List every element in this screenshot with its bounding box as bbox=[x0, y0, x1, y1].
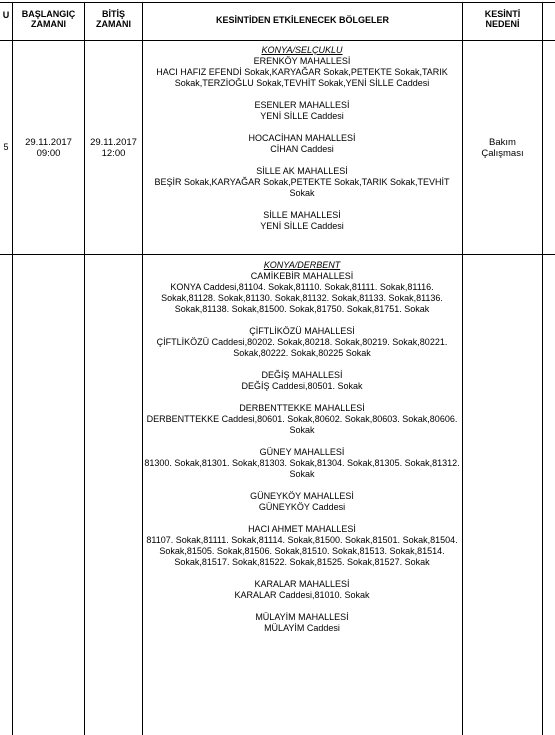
neighborhood-name: GÜNEYKÖY MAHALLESİ bbox=[250, 491, 354, 501]
street-list: KARALAR Caddesi,81010. Sokak bbox=[234, 590, 370, 600]
row1-regions bbox=[142, 45, 462, 232]
header-end-time: BİTİŞ ZAMANI bbox=[96, 9, 131, 29]
region-group bbox=[142, 403, 462, 436]
region-group bbox=[142, 210, 462, 232]
street-list: GÜNEYKÖY Caddesi bbox=[258, 502, 346, 512]
neighborhood-name: CAMİKEBİR MAHALLESİ bbox=[250, 271, 354, 281]
street-list: 81107. Sokak,81111. Sokak,81114. Sokak,81500. Sokak,81501. Sokak,81504. Sokak,81505. Sokak,81506. Sokak,81510. Sokak,81513. Sokak,81514. Sokak,81517. Sokak,81522. Sokak,81525. Sokak,81527. Sokak bbox=[146, 535, 458, 567]
city-district: KONYA/DERBENT bbox=[263, 260, 341, 270]
region-group bbox=[142, 524, 462, 568]
street-list: BEŞİR Sokak,KARYAĞAR Sokak,PETEKTE Sokak,TARIK Sokak,TEVHİT Sokak bbox=[154, 177, 450, 198]
col-border-1 bbox=[12, 2, 13, 735]
col-border-4 bbox=[462, 2, 463, 735]
neighborhood-name: DERBENTTEKKE MAHALLESİ bbox=[239, 403, 365, 413]
region-group bbox=[142, 579, 462, 601]
row1-reason: Bakım Çalışması bbox=[481, 137, 524, 159]
region-group bbox=[142, 45, 462, 89]
region-group bbox=[142, 260, 462, 315]
region-group bbox=[142, 447, 462, 480]
row1-start-time: 29.11.2017 09:00 bbox=[25, 137, 72, 159]
region-group bbox=[142, 133, 462, 155]
neighborhood-name: MÜLAYİM MAHALLESİ bbox=[255, 612, 349, 622]
neighborhood-name: DEĞİŞ MAHALLESİ bbox=[261, 370, 343, 380]
neighborhood-name: HACI AHMET MAHALLESİ bbox=[248, 524, 356, 534]
street-list: HACI HAFIZ EFENDİ Sokak,KARYAĞAR Sokak,PETEKTE Sokak,TARIK Sokak,TERZİOĞLU Sokak,TEVHİT Sokak,YENİ SİLLE Caddesi bbox=[156, 67, 448, 88]
neighborhood-name: ÇİFTLİKÖZÜ MAHALLESİ bbox=[249, 326, 355, 336]
street-list: KONYA Caddesi,81104. Sokak,81110. Sokak,81111. Sokak,81116. Sokak,81128. Sokak,81130. Sokak,81132. Sokak,81133. Sokak,81136. Sokak,81138. Sokak,81500. Sokak,81750. Sokak,81751. Sokak bbox=[161, 282, 443, 314]
street-list: 81300. Sokak,81301. Sokak,81303. Sokak,81304. Sokak,81305. Sokak,81312. Sokak bbox=[144, 458, 460, 479]
region-group bbox=[142, 166, 462, 199]
header-col0: U bbox=[2, 10, 10, 20]
col-border-5 bbox=[542, 2, 543, 735]
row2-regions bbox=[142, 260, 462, 634]
street-list: MÜLAYİM Caddesi bbox=[264, 623, 340, 633]
street-list: DERBENTTEKKE Caddesi,80601. Sokak,80602. Sokak,80603. Sokak,80606. Sokak bbox=[146, 414, 458, 435]
neighborhood-name: ESENLER MAHALLESİ bbox=[254, 100, 350, 110]
header-reason: KESİNTİ NEDENİ bbox=[484, 9, 521, 29]
neighborhood-name: SİLLE MAHALLESİ bbox=[263, 210, 341, 220]
neighborhood-name: GÜNEY MAHALLESİ bbox=[259, 447, 345, 457]
header-regions: KESİNTİDEN ETKİLENECEK BÖLGELER bbox=[215, 15, 389, 25]
row1-end-time: 29.11.2017 12:00 bbox=[90, 137, 137, 159]
region-group bbox=[142, 326, 462, 359]
header-start-time: BAŞLANGIÇ ZAMANI bbox=[21, 9, 76, 29]
neighborhood-name: ERENKÖY MAHALLESİ bbox=[253, 56, 351, 66]
row1-left-cut: 5 bbox=[3, 142, 9, 152]
region-group bbox=[142, 491, 462, 513]
region-group bbox=[142, 612, 462, 634]
region-group bbox=[142, 370, 462, 392]
neighborhood-name: HOCACİHAN MAHALLESİ bbox=[248, 133, 356, 143]
street-list: CİHAN Caddesi bbox=[270, 144, 334, 154]
region-group bbox=[142, 100, 462, 122]
neighborhood-name: KARALAR MAHALLESİ bbox=[254, 579, 350, 589]
neighborhood-name: SİLLE AK MAHALLESİ bbox=[256, 166, 348, 176]
city-district: KONYA/SELÇUKLU bbox=[261, 45, 343, 55]
street-list: DEĞİŞ Caddesi,80501. Sokak bbox=[241, 381, 363, 391]
street-list: YENİ SİLLE Caddesi bbox=[260, 111, 344, 121]
street-list: YENİ SİLLE Caddesi bbox=[260, 221, 344, 231]
col-border-2 bbox=[84, 2, 85, 735]
street-list: ÇİFTLİKÖZÜ Caddesi,80202. Sokak,80218. Sokak,80219. Sokak,80221. Sokak,80222. Sokak,80225 Sokak bbox=[156, 337, 448, 358]
